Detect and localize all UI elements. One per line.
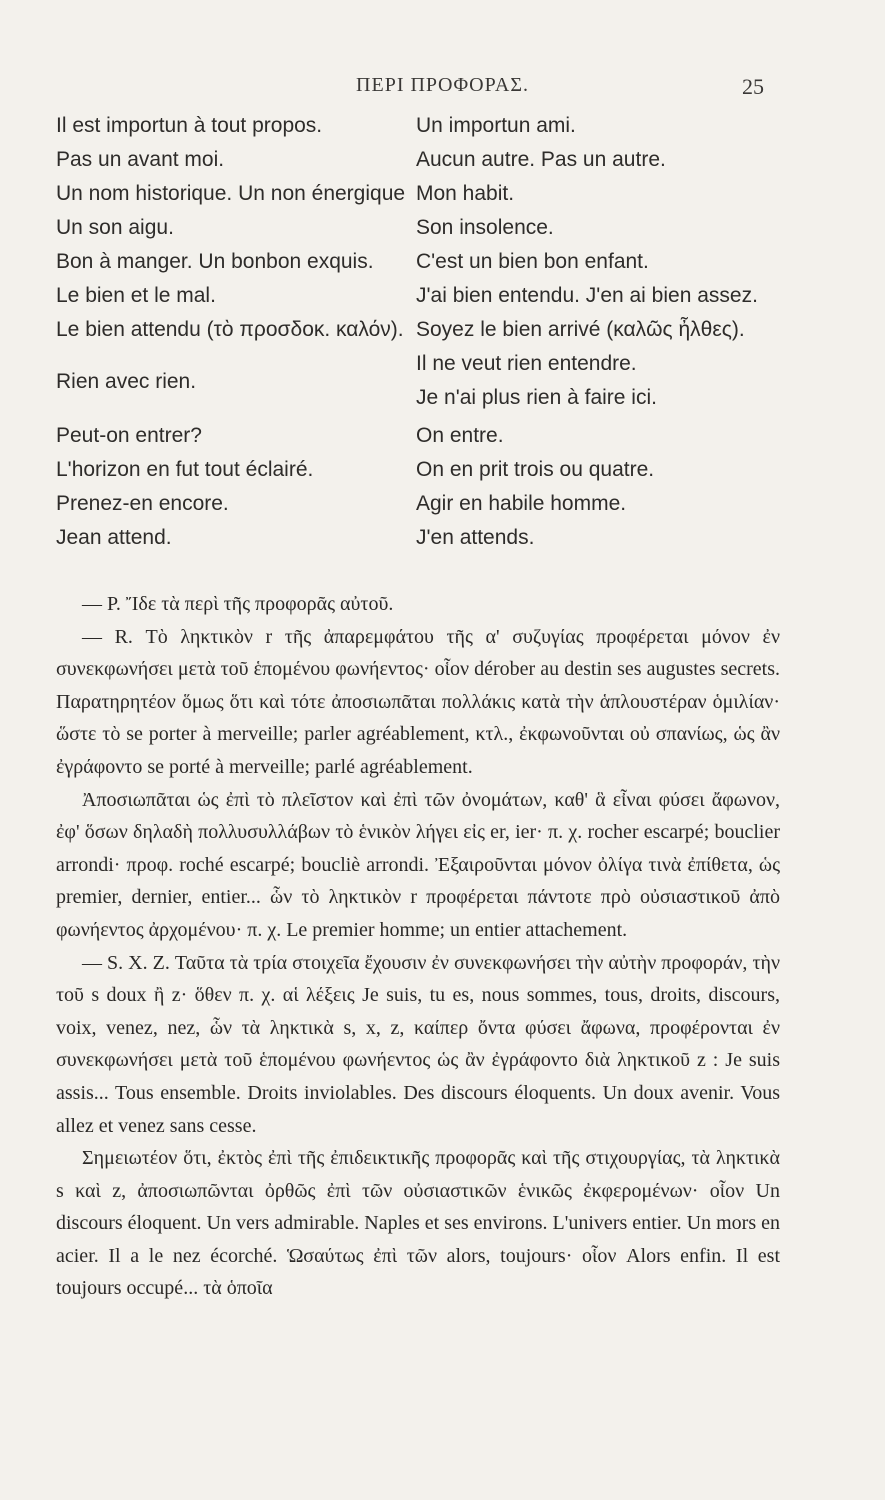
example-right: Un importun ami. bbox=[416, 114, 576, 137]
example-right: J'ai bien entendu. J'en ai bien assez. bbox=[416, 284, 758, 307]
example-row bbox=[56, 526, 836, 560]
example-row bbox=[56, 148, 836, 182]
example-right-group bbox=[416, 352, 657, 420]
example-left: Le bien attendu (τὸ προσδοκ. καλόν). bbox=[56, 318, 404, 341]
paragraph: — R. Τὸ ληκτικὸν r τῆς ἀπαρεμφάτου τῆς α' συζυγίας προφέρεται μόνον ἐν συνεκφωνήσει μετὰ τοῦ ἑπομένου φωνήεντος· οἷον dérober au destin ses augustes secrets. Παρατηρητέον ὅμως ὅτι καὶ τότε ἀποσιωπᾶται πολλάκις κατὰ τὴν ἁπλουστέραν ὁμιλίαν· ὥστε τὸ se porter à merveille; parler agréablement, κτλ., ἐκφωνοῦνται οὐ σπανίως, ὡς ἂν ἐγράφοντο se porté à merveille; parlé agréablement. bbox=[56, 625, 780, 778]
example-row bbox=[56, 492, 836, 526]
example-row bbox=[56, 284, 836, 318]
example-left: Bon à manger. Un bonbon exquis. bbox=[56, 250, 374, 273]
example-left: Pas un avant moi. bbox=[56, 148, 225, 171]
example-right: Aucun autre. Pas un autre. bbox=[416, 148, 666, 171]
example-left: Il est importun à tout propos. bbox=[56, 114, 323, 137]
paragraph: — S. X. Z. Ταῦτα τὰ τρία στοιχεῖα ἔχουσιν ἐν συνεκφωνήσει τὴν αὐτὴν προφοράν, τὴν τοῦ s doux ἢ z· ὅθεν π. χ. αἱ λέξεις Je suis, tu es, nous sommes, tous, droits, discours, voix, venez, nez, ὧν τὰ ληκτικὰ s, x, z, καίπερ ὄντα φύσει ἄφωνα, προφέρονται ἐν συνεκφωνήσει μετὰ τοῦ ἑπομένου φωνήεντος ὡς ἂν ἐγράφοντο διὰ ληκτικοῦ z : Je suis assis... Tous ensemble. Droits inviolables. Des discours éloquents. Un doux avenir. Vous allez et venez sans cesse. bbox=[56, 951, 780, 1137]
example-left: Rien avec rien. bbox=[56, 370, 197, 393]
example-right: On en prit trois ou quatre. bbox=[416, 458, 655, 481]
example-right: Son insolence. bbox=[416, 216, 554, 239]
paragraph: Ἀποσιωπᾶται ὡς ἐπὶ τὸ πλεῖστον καὶ ἐπὶ τῶν ὀνομάτων, καθ' ἃ εἶναι φύσει ἄφωνον, ἐφ' ὅσων δηλαδὴ πολλυσυλλάβων τὸ ἑνικὸν λήγει εἰς er, ier· π. χ. rocher escarpé; bouclier arrondi· προφ. roché escarpé; boucliè arrondi. Ἐξαιροῦνται μόνον ὀλίγα τινὰ ἐπίθετα, ὡς premier, dernier, entier... ὧν τὸ ληκτικὸν r προφέρεται πάντοτε πρὸ οὐσιαστικοῦ ἀπὸ φωνήεντος ἀρχομένου· π. χ. Le premier homme; un entier attachement. bbox=[56, 788, 780, 941]
paragraph: Σημειωτέον ὅτι, ἐκτὸς ἐπὶ τῆς ἐπιδεικτικῆς προφορᾶς καὶ τῆς στιχουργίας, τὰ ληκτικὰ s καὶ z, ἀποσιωπῶνται ὀρθῶς ἐπὶ τῶν οὐσιαστικῶν ἑνικῶς ἐκφερομένων· οἷον Un discours éloquent. Un vers admirable. Naples et ses environs. L'univers entier. Un mors en acier. Il a le nez écorché. Ὡσαύτως ἐπὶ τῶν alors, toujours· οἷον Alors enfin. Il est toujours occupé... τὰ ὁποῖα bbox=[56, 1147, 780, 1300]
example-row bbox=[56, 114, 836, 148]
example-right: On entre. bbox=[416, 424, 504, 447]
example-right: Je n'ai plus rien à faire ici. bbox=[416, 386, 657, 409]
example-pairs bbox=[56, 114, 836, 560]
body-text bbox=[56, 588, 780, 1305]
example-left: Un son aigu. bbox=[56, 216, 174, 239]
example-row bbox=[56, 318, 836, 352]
example-left: Peut-on entrer? bbox=[56, 424, 202, 447]
example-right: Il ne veut rien entendre. bbox=[416, 352, 637, 375]
example-right: Soyez le bien arrivé (καλῶς ἦλθες). bbox=[416, 318, 745, 341]
example-left: Un nom historique. Un non énergique bbox=[56, 182, 406, 205]
example-left: Jean attend. bbox=[56, 526, 172, 549]
example-left: Prenez-en encore. bbox=[56, 492, 229, 515]
example-row bbox=[56, 250, 836, 284]
page-number: 25 bbox=[742, 74, 764, 99]
example-right: Mon habit. bbox=[416, 182, 515, 205]
example-right: Agir en habile homme. bbox=[416, 492, 627, 515]
example-left: L'horizon en fut tout éclairé. bbox=[56, 458, 314, 481]
example-row bbox=[56, 352, 836, 424]
example-right: J'en attends. bbox=[416, 526, 535, 549]
example-row bbox=[56, 216, 836, 250]
example-right: C'est un bien bon enfant. bbox=[416, 250, 649, 273]
paragraph: — P. Ἴδε τὰ περὶ τῆς προφορᾶς αὐτοῦ. bbox=[82, 593, 394, 615]
example-row bbox=[56, 458, 836, 492]
example-left: Le bien et le mal. bbox=[56, 284, 216, 307]
example-row bbox=[56, 182, 836, 216]
running-header: ΠΕΡΙ ΠΡΟΦΟΡΑΣ. bbox=[356, 74, 529, 96]
example-row bbox=[56, 424, 836, 458]
